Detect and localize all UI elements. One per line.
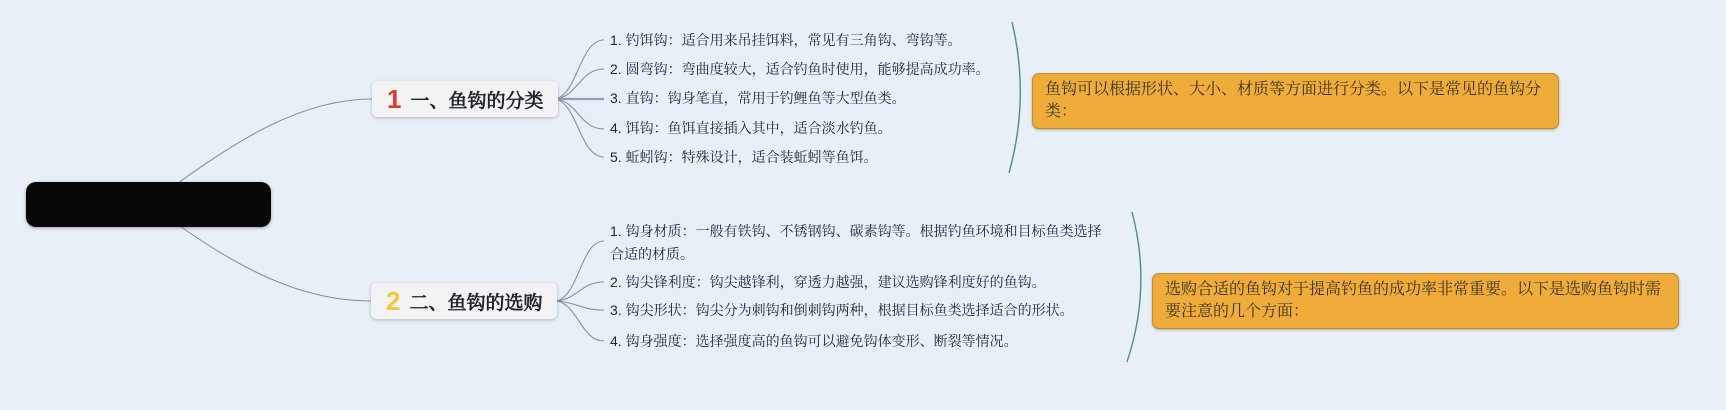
summary-bracket-branch2 [1127, 212, 1141, 362]
list-item[interactable]: 2. 圆弯钩：弯曲度较大，适合钓鱼时使用，能够提高成功率。 [610, 61, 990, 77]
summary-bracket-branch1 [1009, 22, 1020, 173]
branch-node-classification[interactable] [372, 81, 558, 117]
branch-number-badge: 2 [386, 286, 401, 316]
branch-number-badge: 1 [387, 84, 402, 114]
list-item[interactable]: 5. 蚯蚓钩：特殊设计，适合装蚯蚓等鱼饵。 [610, 149, 878, 165]
root-node[interactable] [26, 182, 271, 227]
list-item[interactable]: 4. 钩身强度：选择强度高的鱼钩可以避免钩体变形、断裂等情况。 [610, 333, 1018, 349]
connector-b2-item4 [557, 301, 604, 341]
branch-node-selection[interactable] [371, 283, 557, 319]
list-item[interactable]: 2. 钩尖锋利度：钩尖越锋利，穿透力越强，建议选购锋利度好的鱼钩。 [610, 274, 1046, 290]
branch-label: 二、鱼钩的选购 [409, 292, 543, 314]
list-item[interactable]: 1. 钓饵钩：适合用来吊挂饵料，常见有三角钩、弯钩等。 [610, 32, 962, 48]
list-item[interactable]: 3. 钩尖形状：钩尖分为刺钩和倒刺钩两种，根据目标鱼类选择适合的形状。 [610, 302, 1074, 318]
branch-label: 一、鱼钩的分类 [410, 90, 544, 112]
connector-b2-item3 [557, 301, 604, 310]
list-item[interactable]: 4. 饵钩：鱼饵直接插入其中，适合淡水钓鱼。 [610, 120, 892, 136]
connector-b2-item1 [557, 241, 604, 301]
callout-note-selection[interactable]: 选购合适的鱼钩对于提高钓鱼的成功率非常重要。以下是选购鱼钩时需要注意的几个方面： [1152, 273, 1679, 329]
list-item[interactable]: 1. 钩身材质：一般有铁钩、不锈钢钩、碳素钩等。根据钓鱼环境和目标鱼类选择合适的材质。 [610, 223, 1102, 262]
list-item[interactable]: 3. 直钩：钩身笔直，常用于钓鲤鱼等大型鱼类。 [610, 90, 906, 106]
callout-note-classification[interactable]: 鱼钩可以根据形状、大小、材质等方面进行分类。以下是常见的鱼钩分类： [1032, 73, 1559, 129]
connector-b2-item2 [557, 282, 604, 301]
